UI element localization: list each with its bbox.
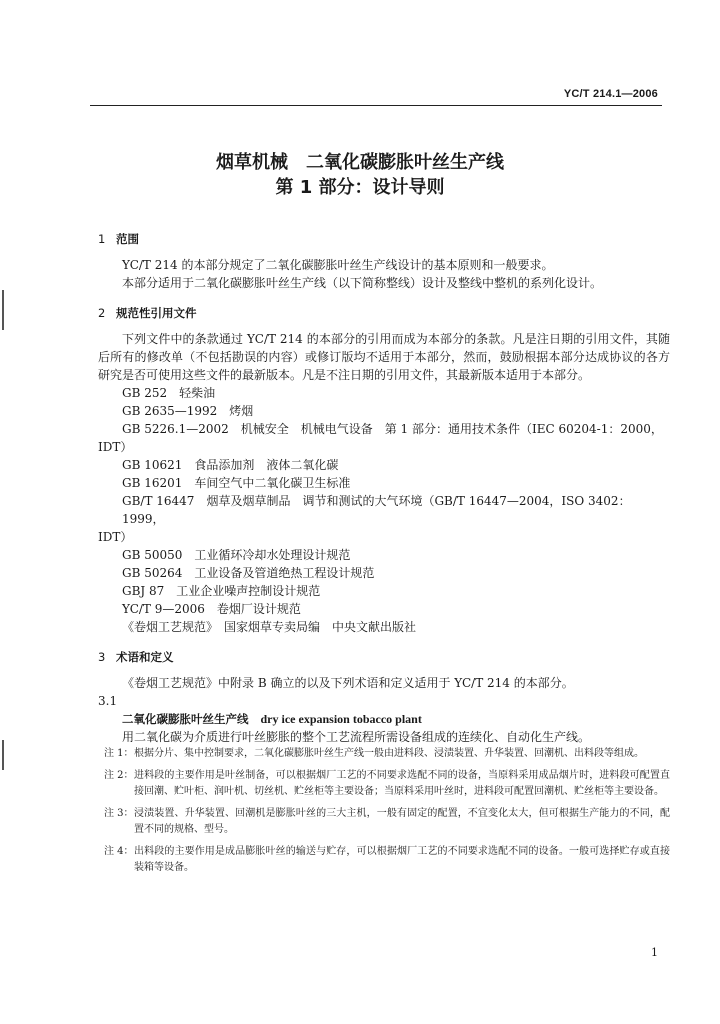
section-title: 术语和定义 [116, 650, 174, 664]
reference-item: GB 10621 食品添加剂 液体二氧化碳 [122, 458, 339, 472]
standard-code: YC/T 214.1—2006 [563, 88, 658, 100]
scan-edge-mark [2, 740, 4, 770]
section-number: 3 [98, 650, 106, 664]
section-number: 1 [98, 232, 106, 246]
reference-item: GB 252 轻柴油 [122, 386, 216, 400]
note-item [104, 768, 670, 800]
paragraph: YC/T 214 的本部分规定了二氧化碳膨胀叶丝生产线设计的基本原则和一般要求。 [122, 258, 554, 272]
reference-item-continuation: IDT） [98, 440, 133, 454]
section-1-heading [98, 230, 670, 248]
reference-item: GB 50050 工业循环冷却水处理设计规范 [122, 548, 351, 562]
reference-item: GB 16201 车间空气中二氧化碳卫生标准 [122, 476, 351, 490]
note-item [104, 844, 670, 876]
note-label: 注 1： [104, 748, 134, 759]
note-text: 进料段的主要作用是叶丝制备，可以根据烟厂工艺的不同要求选配不同的设备，当原料采用成品烟片时，进料段可配置直接回潮、贮叶柜、润叶机、切丝机、贮丝柜等主要设备；当原料采用叶丝时，进料段可配置回潮机、贮丝柜等主要设备。 [134, 770, 670, 797]
reference-item: GBJ 87 工业企业噪声控制设计规范 [122, 584, 321, 598]
section-3-heading [98, 648, 670, 666]
section-title: 规范性引用文件 [116, 306, 197, 320]
term-line [98, 710, 670, 728]
document-title: 烟草机械 二氧化碳膨胀叶丝生产线 [216, 152, 504, 173]
note-text: 出料段的主要作用是成品膨胀叶丝的输送与贮存，可以根据烟厂工艺的不同要求选配不同的设备。一般可选择贮存或直接装箱等设备。 [134, 846, 670, 873]
note-item [104, 806, 670, 838]
reference-item: GB 50264 工业设备及管道绝热工程设计规范 [122, 566, 375, 580]
reference-item: GB/T 16447 烟草及烟草制品 调节和测试的大气环境（GB/T 16447—2004，ISO 3402：1999， [122, 494, 631, 526]
term-chinese: 二氧化碳膨胀叶丝生产线 [122, 712, 249, 726]
note-item [104, 746, 670, 762]
reference-item: GB 2635—1992 烤烟 [122, 404, 254, 418]
reference-item: GB 5226.1—2002 机械安全 机械电气设备 第 1 部分：通用技术条件（IEC 60204-1：2000， [122, 422, 663, 436]
section-2-heading [98, 304, 670, 322]
note-text: 根据分片、集中控制要求，二氧化碳膨胀叶丝生产线一般由进料段、浸渍装置、升华装置、回潮机、出料段等组成。 [134, 748, 644, 759]
reference-item: 《卷烟工艺规范》 国家烟草专卖局编 中央文献出版社 [122, 620, 417, 634]
document-subtitle: 第 1 部分：设计导则 [275, 177, 445, 198]
term-definition: 用二氧化碳为介质进行叶丝膨胀的整个工艺流程所需设备组成的连续化、自动化生产线。 [122, 730, 591, 744]
section-title: 范围 [116, 232, 139, 246]
section-number: 2 [98, 306, 106, 320]
document-body [98, 230, 670, 876]
note-label: 注 4： [104, 846, 134, 857]
subsection-number: 3.1 [98, 694, 118, 708]
paragraph: 本部分适用于二氧化碳膨胀叶丝生产线（以下简称整线）设计及整线中整机的系列化设计。 [122, 276, 603, 290]
reference-item-continuation: IDT） [98, 530, 133, 544]
note-text: 浸渍装置、升华装置、回潮机是膨胀叶丝的三大主机，一般有固定的配置，不宜变化太大，但可根据生产能力的不同，配置不同的规格、型号。 [134, 808, 670, 835]
note-label: 注 3： [104, 808, 134, 819]
header-rule [90, 105, 662, 106]
note-label: 注 2： [104, 770, 134, 781]
paragraph: 下列文件中的条款通过 YC/T 214 的本部分的引用而成为本部分的条款。凡是注日期的引用文件，其随后所有的修改单（不包括勘误的内容）或修订版均不适用于本部分，然而，鼓励根据本部分达成协议的各方研究是否可使用这些文件的最新版本。凡是不注日期的引用文件，其最新版本适用于本部分。 [98, 332, 670, 382]
paragraph: 《卷烟工艺规范》中附录 B 确立的以及下列术语和定义适用于 YC/T 214 的本部分。 [122, 676, 574, 690]
term-english: dry ice expansion tobacco plant [260, 712, 422, 726]
reference-item: YC/T 9—2006 卷烟厂设计规范 [122, 602, 301, 616]
scan-edge-mark [2, 290, 4, 330]
page-number: 1 [651, 946, 658, 959]
